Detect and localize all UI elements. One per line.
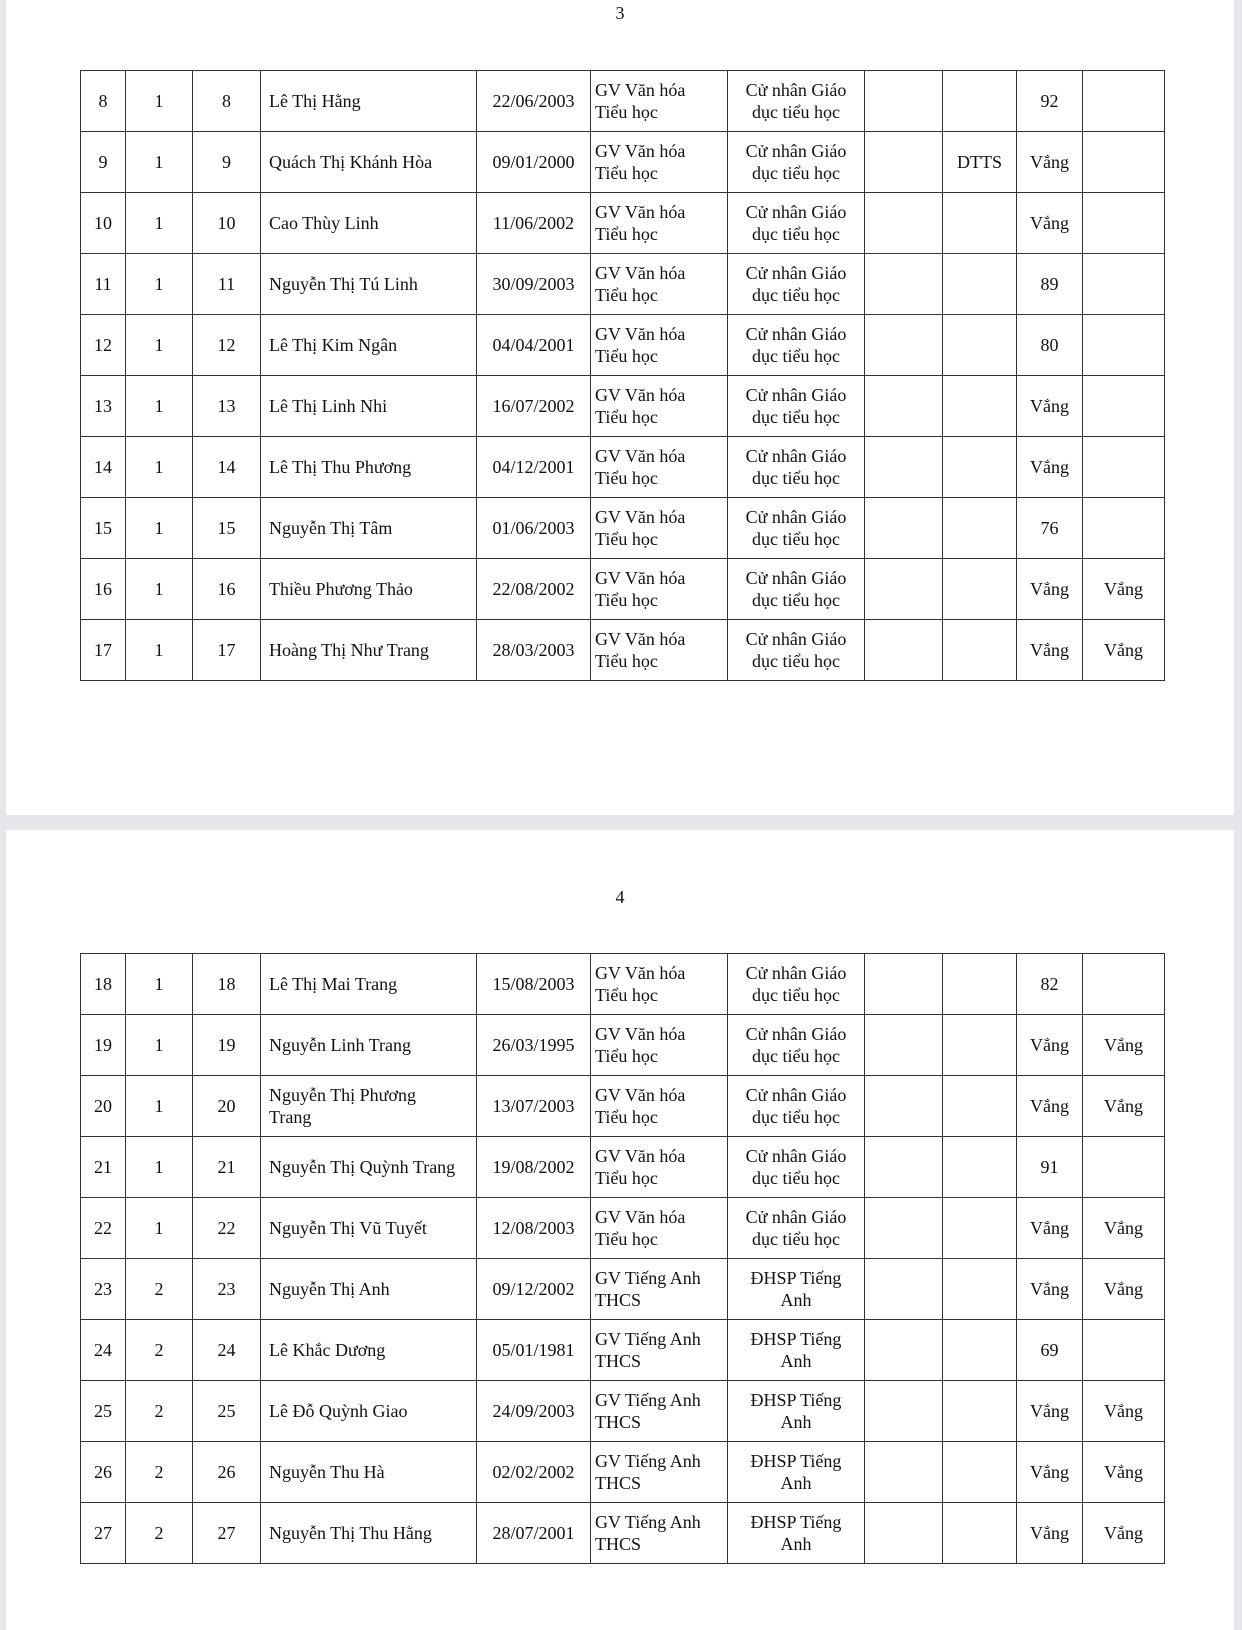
cell-position: GV Văn hóa Tiểu học	[591, 437, 728, 498]
cell-priority	[943, 498, 1017, 559]
table-row	[81, 193, 1165, 254]
cell-priority	[943, 254, 1017, 315]
cell-empty	[865, 1503, 943, 1564]
candidate-table	[80, 953, 1165, 1564]
cell-dob: 28/07/2001	[477, 1503, 591, 1564]
cell-stt: 15	[81, 498, 126, 559]
cell-position: GV Văn hóa Tiểu học	[591, 1015, 728, 1076]
cell-empty	[865, 1381, 943, 1442]
table-row	[81, 559, 1165, 620]
cell-dob: 01/06/2003	[477, 498, 591, 559]
cell-position: GV Văn hóa Tiểu học	[591, 620, 728, 681]
cell-score: Vắng	[1017, 193, 1083, 254]
cell-empty	[865, 132, 943, 193]
cell-empty	[865, 1320, 943, 1381]
cell-name: Lê Thị Mai Trang	[261, 954, 477, 1015]
cell-empty	[865, 559, 943, 620]
cell-score: 80	[1017, 315, 1083, 376]
cell-name: Lê Thị Hằng	[261, 71, 477, 132]
table-row	[81, 954, 1165, 1015]
cell-stt: 11	[81, 254, 126, 315]
cell-priority	[943, 954, 1017, 1015]
cell-result	[1083, 376, 1165, 437]
cell-name: Nguyễn Thị Anh	[261, 1259, 477, 1320]
cell-group: 2	[126, 1442, 193, 1503]
cell-position: GV Văn hóa Tiểu học	[591, 498, 728, 559]
table-row	[81, 437, 1165, 498]
cell-empty	[865, 254, 943, 315]
cell-position: GV Tiếng Anh THCS	[591, 1442, 728, 1503]
cell-empty	[865, 620, 943, 681]
cell-sbd: 18	[193, 954, 261, 1015]
cell-qualification: Cử nhân Giáo dục tiểu học	[728, 1076, 865, 1137]
cell-score: 76	[1017, 498, 1083, 559]
cell-priority	[943, 437, 1017, 498]
cell-stt: 25	[81, 1381, 126, 1442]
cell-priority	[943, 620, 1017, 681]
cell-qualification: Cử nhân Giáo dục tiểu học	[728, 254, 865, 315]
table-row	[81, 376, 1165, 437]
cell-sbd: 9	[193, 132, 261, 193]
table-row	[81, 71, 1165, 132]
cell-sbd: 14	[193, 437, 261, 498]
cell-priority	[943, 71, 1017, 132]
cell-result: Vắng	[1083, 1503, 1165, 1564]
cell-result: Vắng	[1083, 1259, 1165, 1320]
cell-empty	[865, 376, 943, 437]
cell-result: Vắng	[1083, 1442, 1165, 1503]
cell-qualification: Cử nhân Giáo dục tiểu học	[728, 437, 865, 498]
cell-score: Vắng	[1017, 559, 1083, 620]
cell-stt: 17	[81, 620, 126, 681]
cell-priority	[943, 1137, 1017, 1198]
cell-sbd: 15	[193, 498, 261, 559]
cell-stt: 23	[81, 1259, 126, 1320]
cell-score: 91	[1017, 1137, 1083, 1198]
cell-priority	[943, 559, 1017, 620]
cell-qualification: Cử nhân Giáo dục tiểu học	[728, 954, 865, 1015]
table-row	[81, 1442, 1165, 1503]
cell-stt: 9	[81, 132, 126, 193]
cell-position: GV Văn hóa Tiểu học	[591, 132, 728, 193]
cell-score: Vắng	[1017, 1198, 1083, 1259]
table-row	[81, 315, 1165, 376]
cell-dob: 15/08/2003	[477, 954, 591, 1015]
cell-position: GV Văn hóa Tiểu học	[591, 954, 728, 1015]
cell-empty	[865, 315, 943, 376]
cell-empty	[865, 954, 943, 1015]
cell-dob: 09/12/2002	[477, 1259, 591, 1320]
cell-position: GV Tiếng Anh THCS	[591, 1503, 728, 1564]
document-page	[6, 830, 1234, 1630]
cell-group: 2	[126, 1320, 193, 1381]
cell-empty	[865, 1137, 943, 1198]
cell-stt: 18	[81, 954, 126, 1015]
cell-stt: 20	[81, 1076, 126, 1137]
cell-empty	[865, 1442, 943, 1503]
cell-priority	[943, 315, 1017, 376]
cell-result: Vắng	[1083, 1381, 1165, 1442]
cell-group: 2	[126, 1381, 193, 1442]
cell-dob: 13/07/2003	[477, 1076, 591, 1137]
cell-score: Vắng	[1017, 1381, 1083, 1442]
cell-group: 1	[126, 1198, 193, 1259]
cell-name: Nguyễn Thu Hà	[261, 1442, 477, 1503]
cell-group: 1	[126, 132, 193, 193]
cell-sbd: 16	[193, 559, 261, 620]
cell-score: Vắng	[1017, 620, 1083, 681]
cell-name: Lê Thị Kim Ngân	[261, 315, 477, 376]
cell-score: Vắng	[1017, 1442, 1083, 1503]
cell-result	[1083, 498, 1165, 559]
cell-qualification: Cử nhân Giáo dục tiểu học	[728, 1137, 865, 1198]
cell-dob: 12/08/2003	[477, 1198, 591, 1259]
cell-score: Vắng	[1017, 1503, 1083, 1564]
table-row	[81, 1503, 1165, 1564]
cell-stt: 14	[81, 437, 126, 498]
cell-name: Nguyễn Thị Tâm	[261, 498, 477, 559]
cell-priority: DTTS	[943, 132, 1017, 193]
cell-position: GV Tiếng Anh THCS	[591, 1320, 728, 1381]
cell-qualification: ĐHSP Tiếng Anh	[728, 1381, 865, 1442]
cell-group: 2	[126, 1503, 193, 1564]
cell-stt: 19	[81, 1015, 126, 1076]
page-number: 4	[615, 887, 625, 907]
cell-name: Quách Thị Khánh Hòa	[261, 132, 477, 193]
cell-group: 1	[126, 559, 193, 620]
cell-dob: 16/07/2002	[477, 376, 591, 437]
cell-priority	[943, 193, 1017, 254]
cell-name: Nguyễn Thị Thu Hằng	[261, 1503, 477, 1564]
cell-score: Vắng	[1017, 376, 1083, 437]
cell-result	[1083, 437, 1165, 498]
cell-position: GV Tiếng Anh THCS	[591, 1259, 728, 1320]
cell-priority	[943, 1259, 1017, 1320]
cell-result: Vắng	[1083, 1015, 1165, 1076]
cell-sbd: 24	[193, 1320, 261, 1381]
cell-sbd: 23	[193, 1259, 261, 1320]
cell-score: Vắng	[1017, 437, 1083, 498]
cell-score: 89	[1017, 254, 1083, 315]
cell-priority	[943, 1076, 1017, 1137]
cell-position: GV Văn hóa Tiểu học	[591, 1198, 728, 1259]
cell-qualification: Cử nhân Giáo dục tiểu học	[728, 71, 865, 132]
table-row	[81, 132, 1165, 193]
cell-qualification: ĐHSP Tiếng Anh	[728, 1259, 865, 1320]
cell-dob: 30/09/2003	[477, 254, 591, 315]
cell-group: 2	[126, 1259, 193, 1320]
cell-result: Vắng	[1083, 1198, 1165, 1259]
cell-group: 1	[126, 1076, 193, 1137]
cell-name: Lê Thị Thu Phương	[261, 437, 477, 498]
cell-stt: 21	[81, 1137, 126, 1198]
cell-qualification: Cử nhân Giáo dục tiểu học	[728, 315, 865, 376]
cell-sbd: 27	[193, 1503, 261, 1564]
cell-stt: 24	[81, 1320, 126, 1381]
cell-name: Lê Đỗ Quỳnh Giao	[261, 1381, 477, 1442]
cell-stt: 8	[81, 71, 126, 132]
cell-dob: 22/06/2003	[477, 71, 591, 132]
cell-sbd: 13	[193, 376, 261, 437]
cell-score: Vắng	[1017, 1076, 1083, 1137]
cell-position: GV Văn hóa Tiểu học	[591, 559, 728, 620]
cell-result: Vắng	[1083, 559, 1165, 620]
table-row	[81, 1137, 1165, 1198]
cell-priority	[943, 1442, 1017, 1503]
document-page	[6, 0, 1234, 815]
cell-qualification: ĐHSP Tiếng Anh	[728, 1320, 865, 1381]
cell-name: Nguyễn Thị Vũ Tuyết	[261, 1198, 477, 1259]
cell-qualification: Cử nhân Giáo dục tiểu học	[728, 498, 865, 559]
cell-score: Vắng	[1017, 1259, 1083, 1320]
cell-sbd: 17	[193, 620, 261, 681]
cell-sbd: 26	[193, 1442, 261, 1503]
cell-result	[1083, 954, 1165, 1015]
cell-stt: 12	[81, 315, 126, 376]
cell-stt: 27	[81, 1503, 126, 1564]
cell-dob: 26/03/1995	[477, 1015, 591, 1076]
table-row	[81, 254, 1165, 315]
table-row	[81, 1320, 1165, 1381]
cell-priority	[943, 1015, 1017, 1076]
cell-result	[1083, 71, 1165, 132]
cell-sbd: 10	[193, 193, 261, 254]
cell-stt: 16	[81, 559, 126, 620]
table-row	[81, 1015, 1165, 1076]
cell-sbd: 11	[193, 254, 261, 315]
cell-qualification: Cử nhân Giáo dục tiểu học	[728, 376, 865, 437]
cell-priority	[943, 1198, 1017, 1259]
cell-priority	[943, 1381, 1017, 1442]
cell-name: Nguyễn Thị Phương Trang	[261, 1076, 477, 1137]
cell-result	[1083, 315, 1165, 376]
cell-score: Vắng	[1017, 1015, 1083, 1076]
cell-score: Vắng	[1017, 132, 1083, 193]
cell-score: 82	[1017, 954, 1083, 1015]
cell-qualification: Cử nhân Giáo dục tiểu học	[728, 193, 865, 254]
cell-dob: 11/06/2002	[477, 193, 591, 254]
cell-empty	[865, 71, 943, 132]
cell-position: GV Văn hóa Tiểu học	[591, 1076, 728, 1137]
cell-name: Thiều Phương Thảo	[261, 559, 477, 620]
cell-position: GV Văn hóa Tiểu học	[591, 376, 728, 437]
cell-stt: 13	[81, 376, 126, 437]
cell-qualification: Cử nhân Giáo dục tiểu học	[728, 132, 865, 193]
cell-dob: 22/08/2002	[477, 559, 591, 620]
cell-position: GV Văn hóa Tiểu học	[591, 193, 728, 254]
cell-empty	[865, 193, 943, 254]
cell-dob: 04/12/2001	[477, 437, 591, 498]
cell-sbd: 8	[193, 71, 261, 132]
cell-priority	[943, 376, 1017, 437]
cell-empty	[865, 1015, 943, 1076]
cell-group: 1	[126, 620, 193, 681]
cell-dob: 05/01/1981	[477, 1320, 591, 1381]
cell-empty	[865, 1259, 943, 1320]
table-row	[81, 498, 1165, 559]
cell-name: Lê Khắc Dương	[261, 1320, 477, 1381]
cell-priority	[943, 1320, 1017, 1381]
cell-position: GV Văn hóa Tiểu học	[591, 254, 728, 315]
cell-result	[1083, 254, 1165, 315]
cell-name: Nguyễn Linh Trang	[261, 1015, 477, 1076]
cell-sbd: 20	[193, 1076, 261, 1137]
cell-name: Nguyễn Thị Quỳnh Trang	[261, 1137, 477, 1198]
cell-group: 1	[126, 437, 193, 498]
candidate-table	[80, 70, 1165, 681]
cell-name: Cao Thùy Linh	[261, 193, 477, 254]
cell-name: Hoàng Thị Như Trang	[261, 620, 477, 681]
cell-score: 92	[1017, 71, 1083, 132]
cell-stt: 10	[81, 193, 126, 254]
cell-position: GV Văn hóa Tiểu học	[591, 315, 728, 376]
cell-dob: 28/03/2003	[477, 620, 591, 681]
cell-name: Nguyễn Thị Tú Linh	[261, 254, 477, 315]
cell-group: 1	[126, 71, 193, 132]
cell-position: GV Tiếng Anh THCS	[591, 1381, 728, 1442]
cell-name: Lê Thị Linh Nhi	[261, 376, 477, 437]
cell-group: 1	[126, 954, 193, 1015]
table-row	[81, 1198, 1165, 1259]
cell-position: GV Văn hóa Tiểu học	[591, 71, 728, 132]
cell-result	[1083, 132, 1165, 193]
cell-qualification: Cử nhân Giáo dục tiểu học	[728, 620, 865, 681]
cell-stt: 22	[81, 1198, 126, 1259]
cell-result	[1083, 1320, 1165, 1381]
cell-group: 1	[126, 1015, 193, 1076]
cell-stt: 26	[81, 1442, 126, 1503]
cell-group: 1	[126, 254, 193, 315]
cell-group: 1	[126, 498, 193, 559]
cell-group: 1	[126, 193, 193, 254]
cell-position: GV Văn hóa Tiểu học	[591, 1137, 728, 1198]
cell-score: 69	[1017, 1320, 1083, 1381]
page-number: 3	[615, 3, 625, 23]
cell-priority	[943, 1503, 1017, 1564]
cell-sbd: 19	[193, 1015, 261, 1076]
cell-empty	[865, 1076, 943, 1137]
table-row	[81, 1381, 1165, 1442]
cell-empty	[865, 437, 943, 498]
cell-empty	[865, 1198, 943, 1259]
cell-sbd: 25	[193, 1381, 261, 1442]
cell-qualification: Cử nhân Giáo dục tiểu học	[728, 1198, 865, 1259]
cell-group: 1	[126, 315, 193, 376]
cell-group: 1	[126, 1137, 193, 1198]
table-row	[81, 1259, 1165, 1320]
cell-sbd: 22	[193, 1198, 261, 1259]
cell-dob: 09/01/2000	[477, 132, 591, 193]
cell-qualification: ĐHSP Tiếng Anh	[728, 1503, 865, 1564]
cell-dob: 02/02/2002	[477, 1442, 591, 1503]
cell-qualification: Cử nhân Giáo dục tiểu học	[728, 559, 865, 620]
cell-result: Vắng	[1083, 620, 1165, 681]
cell-dob: 19/08/2002	[477, 1137, 591, 1198]
cell-empty	[865, 498, 943, 559]
cell-sbd: 12	[193, 315, 261, 376]
cell-result: Vắng	[1083, 1076, 1165, 1137]
cell-dob: 04/04/2001	[477, 315, 591, 376]
cell-sbd: 21	[193, 1137, 261, 1198]
table-row	[81, 1076, 1165, 1137]
cell-qualification: ĐHSP Tiếng Anh	[728, 1442, 865, 1503]
table-row	[81, 620, 1165, 681]
cell-group: 1	[126, 376, 193, 437]
cell-qualification: Cử nhân Giáo dục tiểu học	[728, 1015, 865, 1076]
cell-result	[1083, 193, 1165, 254]
cell-dob: 24/09/2003	[477, 1381, 591, 1442]
cell-result	[1083, 1137, 1165, 1198]
